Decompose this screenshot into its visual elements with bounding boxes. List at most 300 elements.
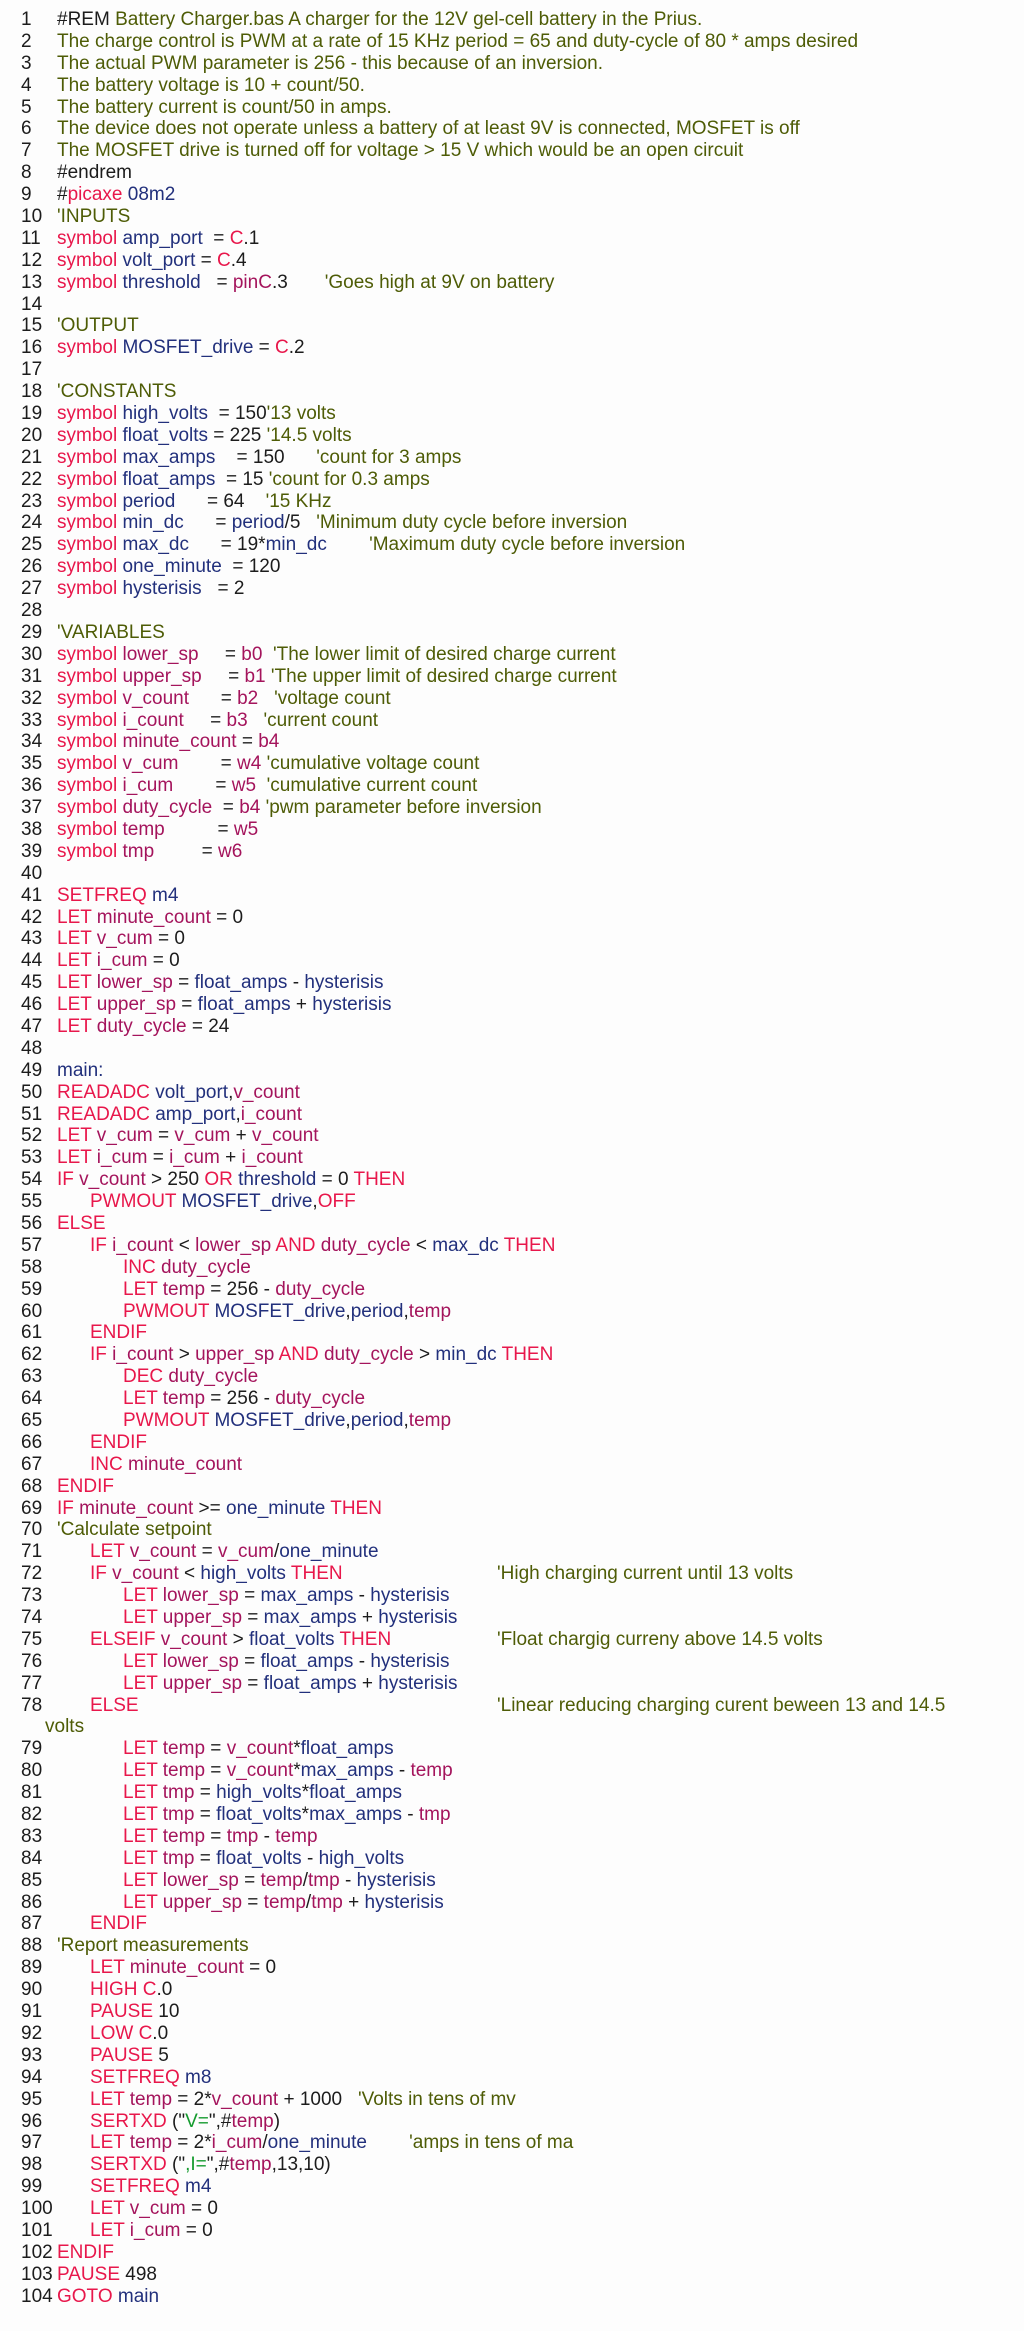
code-text: LET v_cum = 0 [90, 2198, 218, 2220]
code-line [0, 1541, 1024, 1563]
code-text: SERTXD ("V=",#temp) [90, 2110, 281, 2132]
code-text: The MOSFET drive is turned off for voltage > 15 V which would be an open circuit [57, 140, 744, 162]
code-line [0, 556, 1024, 578]
code-text: 'OUTPUT [57, 315, 139, 337]
line-number: 37 [21, 797, 43, 819]
code-line [0, 2154, 1024, 2176]
code-text: LET i_cum = i_cum + i_count [57, 1147, 303, 1169]
line-number: 87 [21, 1913, 43, 1935]
code-line [0, 1257, 1024, 1279]
line-number: 47 [21, 1015, 43, 1037]
code-text: LET upper_sp = max_amps + hysterisis [123, 1607, 458, 1629]
code-line [0, 1716, 1024, 1738]
code-text: symbol amp_port = C.1 [57, 227, 260, 249]
code-line [0, 863, 1024, 885]
code-line [0, 1957, 1024, 1979]
line-number: 86 [21, 1891, 43, 1913]
code-text: The actual PWM parameter is 256 - this because of an inversion. [57, 52, 603, 74]
line-number: 21 [21, 446, 43, 468]
code-text: ENDIF [57, 1475, 114, 1497]
line-number: 104 [21, 2285, 53, 2307]
code-line [0, 2023, 1024, 2045]
code-line [0, 1169, 1024, 1191]
code-text [57, 359, 1024, 381]
code-line [0, 1585, 1024, 1607]
code-line [0, 1519, 1024, 1541]
code-text: LET minute_count = 0 [90, 1957, 277, 1979]
code-line [0, 2264, 1024, 2286]
code-line [0, 666, 1024, 688]
code-line [0, 1563, 1024, 1585]
code-text: LOW C.0 [90, 2022, 169, 2044]
code-line [0, 250, 1024, 272]
line-number: 103 [21, 2263, 53, 2285]
code-text [57, 600, 1024, 622]
line-number: 68 [21, 1475, 43, 1497]
code-text: symbol float_volts = 225 '14.5 volts [57, 424, 352, 446]
code-text: symbol upper_sp = b1 'The upper limit of desired charge current [57, 665, 617, 687]
code-line [0, 491, 1024, 513]
code-line [0, 1125, 1024, 1147]
line-number: 94 [21, 2066, 43, 2088]
line-number: 31 [21, 665, 43, 687]
line-number: 40 [21, 862, 43, 884]
code-line [0, 1892, 1024, 1914]
line-number: 89 [21, 1957, 43, 1979]
line-number: 18 [21, 381, 43, 403]
code-line [0, 710, 1024, 732]
code-text [57, 294, 1024, 316]
line-number: 36 [21, 775, 43, 797]
code-text: The battery voltage is 10 + count/50. [57, 74, 365, 96]
line-number: 30 [21, 643, 43, 665]
line-number: 33 [21, 709, 43, 731]
code-text: LET v_count = v_cum/one_minute [90, 1541, 379, 1563]
line-number: 64 [21, 1388, 43, 1410]
line-number: 7 [21, 140, 32, 162]
code-text: symbol min_dc = period/5 'Minimum duty cycle before inversion [57, 512, 628, 534]
code-line [0, 337, 1024, 359]
code-text: 'CONSTANTS [57, 381, 177, 403]
code-text: LET v_cum = v_cum + v_count [57, 1125, 319, 1147]
code-line [0, 1979, 1024, 2001]
code-text: The charge control is PWM at a rate of 15 KHz period = 65 and duty-cycle of 80 * amps desired [57, 30, 859, 52]
code-line [0, 819, 1024, 841]
line-number: 56 [21, 1212, 43, 1234]
code-line [0, 2111, 1024, 2133]
code-text: 'Calculate setpoint [57, 1519, 212, 1541]
code-text: LET temp = 256 - duty_cycle [123, 1278, 366, 1300]
code-text [57, 863, 1024, 885]
code-line [0, 753, 1024, 775]
line-number: 75 [21, 1628, 43, 1650]
line-number: 81 [21, 1782, 43, 1804]
line-number: 42 [21, 906, 43, 928]
code-text: symbol i_count = b3 'current count [57, 709, 379, 731]
line-number: 24 [21, 512, 43, 534]
code-text: LET tmp = float_volts*max_amps - tmp [123, 1804, 451, 1826]
code-line [0, 1060, 1024, 1082]
code-line [0, 1782, 1024, 1804]
code-line [0, 2089, 1024, 2111]
line-number: 51 [21, 1103, 43, 1125]
line-number: 27 [21, 578, 43, 600]
code-line [0, 1082, 1024, 1104]
code-text: LET v_cum = 0 [57, 928, 185, 950]
code-text: symbol duty_cycle = b4 'pwm parameter before inversion [57, 797, 542, 819]
code-text: 'VARIABLES [57, 621, 165, 643]
line-number: 62 [21, 1344, 43, 1366]
code-text: symbol lower_sp = b0 'The lower limit of desired charge current [57, 643, 616, 665]
code-text: LET temp = 2*v_count + 1000 'Volts in tens of mv [90, 2088, 516, 2110]
line-number: 100 [21, 2198, 53, 2220]
line-number: 46 [21, 994, 43, 1016]
code-line [0, 994, 1024, 1016]
code-text: SERTXD (",I=",#temp,13,10) [90, 2154, 331, 2176]
code-text: symbol tmp = w6 [57, 840, 243, 862]
line-number: 69 [21, 1497, 43, 1519]
code-line [0, 1498, 1024, 1520]
code-line [0, 2286, 1024, 2308]
line-number: 26 [21, 556, 43, 578]
line-number: 88 [21, 1935, 43, 1957]
code-text: LET temp = 256 - duty_cycle [123, 1388, 366, 1410]
line-number: 82 [21, 1804, 43, 1826]
code-line [0, 403, 1024, 425]
code-text: ENDIF [57, 2241, 114, 2263]
code-line [0, 1607, 1024, 1629]
code-line [0, 469, 1024, 491]
code-line [0, 1388, 1024, 1410]
code-line [0, 294, 1024, 316]
code-text: LET upper_sp = temp/tmp + hysterisis [123, 1891, 444, 1913]
side-comment: 'High charging current until 13 volts [497, 1563, 794, 1585]
line-number: 61 [21, 1322, 43, 1344]
code-text: ENDIF [90, 1913, 147, 1935]
code-line [0, 1738, 1024, 1760]
code-line [0, 1673, 1024, 1695]
code-text: DEC duty_cycle [123, 1366, 259, 1388]
code-line [0, 184, 1024, 206]
code-text: symbol v_cum = w4 'cumulative voltage count [57, 753, 480, 775]
line-number: 55 [21, 1191, 43, 1213]
line-number: 58 [21, 1256, 43, 1278]
code-text: ELSE [57, 1212, 106, 1234]
code-line [0, 1322, 1024, 1344]
code-text: LET duty_cycle = 24 [57, 1015, 230, 1037]
code-text: SETFREQ m4 [57, 884, 179, 906]
line-number: 19 [21, 403, 43, 425]
line-number: 83 [21, 1825, 43, 1847]
code-text: symbol max_dc = 19*min_dc 'Maximum duty cycle before inversion [57, 534, 686, 556]
line-number: 80 [21, 1760, 43, 1782]
code-line [0, 447, 1024, 469]
line-number: 72 [21, 1563, 43, 1585]
code-text: symbol temp = w5 [57, 818, 259, 840]
line-number: 41 [21, 884, 43, 906]
code-text: HIGH C.0 [90, 1979, 173, 2001]
line-number: 85 [21, 1869, 43, 1891]
code-text: ELSE 'Linear reducing charging curent beween 13 and 14.5 [90, 1694, 946, 1716]
code-line [0, 1476, 1024, 1498]
code-text: The device does not operate unless a battery of at least 9V is connected, MOSFET is off [57, 118, 800, 140]
code-text: LET tmp = float_volts - high_volts [123, 1847, 405, 1869]
code-text: LET i_cum = 0 [90, 2219, 213, 2241]
line-number: 50 [21, 1081, 43, 1103]
line-number: 14 [21, 293, 43, 315]
line-number: 32 [21, 687, 43, 709]
line-number: 78 [21, 1694, 43, 1716]
line-number: 38 [21, 818, 43, 840]
code-text: symbol MOSFET_drive = C.2 [57, 337, 305, 359]
line-number: 11 [21, 227, 41, 249]
code-line [0, 797, 1024, 819]
code-text: LET temp = v_count*float_amps [123, 1738, 394, 1760]
code-text [57, 1038, 1024, 1060]
code-line [0, 534, 1024, 556]
code-text: READADC volt_port,v_count [57, 1081, 300, 1103]
code-line [0, 359, 1024, 381]
code-text: LET minute_count = 0 [57, 906, 244, 928]
code-text: symbol v_count = b2 'voltage count [57, 687, 391, 709]
code-text: IF v_count < high_volts THEN 'High charging current until 13 volts [90, 1563, 794, 1585]
code-line [0, 600, 1024, 622]
line-number: 60 [21, 1300, 43, 1322]
code-text: LET temp = 2*i_cum/one_minute 'amps in tens of ma [90, 2132, 574, 2154]
code-text: READADC amp_port,i_count [57, 1103, 303, 1125]
code-text: GOTO main [57, 2285, 160, 2307]
code-line [0, 1432, 1024, 1454]
code-text: PWMOUT MOSFET_drive,period,temp [123, 1410, 452, 1431]
line-number: 22 [21, 468, 43, 490]
code-line [0, 2132, 1024, 2154]
code-line [0, 1826, 1024, 1848]
line-number: 59 [21, 1278, 43, 1300]
line-number: 101 [21, 2219, 53, 2241]
code-line [0, 1454, 1024, 1476]
code-text: PWMOUT MOSFET_drive,period,temp [123, 1300, 452, 1322]
code-line [0, 1870, 1024, 1892]
code-text: PAUSE 498 [57, 2263, 157, 2285]
line-number: 44 [21, 950, 43, 972]
code-text: #picaxe 08m2 [57, 184, 176, 206]
code-text: LET i_cum = 0 [57, 950, 180, 972]
code-text: ENDIF [90, 1431, 147, 1453]
code-line [0, 118, 1024, 140]
line-number: 49 [21, 1059, 43, 1081]
code-text: symbol max_amps = 150 'count for 3 amps [57, 446, 462, 468]
code-line [0, 2176, 1024, 2198]
code-line [0, 1016, 1024, 1038]
code-text: LET lower_sp = max_amps - hysterisis [123, 1585, 450, 1607]
code-line [0, 950, 1024, 972]
line-number: 34 [21, 731, 43, 753]
line-number: 17 [21, 359, 43, 381]
code-text: LET lower_sp = float_amps - hysterisis [57, 972, 384, 994]
code-line [0, 2220, 1024, 2242]
line-number: 77 [21, 1672, 43, 1694]
code-text: LET upper_sp = float_amps + hysterisis [123, 1672, 458, 1694]
code-text: The battery current is count/50 in amps. [57, 96, 392, 118]
code-line [0, 731, 1024, 753]
code-line [0, 1235, 1024, 1257]
code-text: symbol threshold = pinC.3 'Goes high at 9V on battery [57, 271, 555, 293]
code-text: symbol period = 64 '15 KHz [57, 490, 332, 512]
line-number: 92 [21, 2022, 43, 2044]
line-number: 84 [21, 1847, 43, 1869]
code-text: 'INPUTS [57, 206, 131, 228]
code-line [0, 381, 1024, 403]
code-line [0, 2242, 1024, 2264]
code-text: IF i_count < lower_sp AND duty_cycle < max_dc THEN [90, 1234, 556, 1256]
code-text: symbol i_cum = w5 'cumulative current count [57, 775, 478, 797]
code-line [0, 1279, 1024, 1301]
line-number: 6 [21, 118, 32, 140]
line-number: 76 [21, 1650, 43, 1672]
code-line [0, 1366, 1024, 1388]
line-number: 63 [21, 1366, 43, 1388]
line-number: 79 [21, 1738, 43, 1760]
code-text: SETFREQ m4 [90, 2176, 212, 2198]
code-line [0, 1651, 1024, 1673]
code-text: symbol high_volts = 150'13 volts [57, 403, 336, 425]
code-text: #REM Battery Charger.bas A charger for the 12V gel-cell battery in the Prius. [57, 9, 703, 30]
code-line [0, 31, 1024, 53]
code-line [0, 1191, 1024, 1213]
code-text: IF v_count > 250 OR threshold = 0 THEN [57, 1169, 406, 1191]
code-text: INC duty_cycle [123, 1256, 251, 1278]
line-number: 97 [21, 2132, 43, 2154]
line-number: 91 [21, 2001, 43, 2023]
code-line [0, 775, 1024, 797]
code-line [0, 425, 1024, 447]
line-number: 28 [21, 600, 43, 622]
line-number: 15 [21, 315, 43, 337]
code-line [0, 644, 1024, 666]
line-number: 90 [21, 1979, 43, 2001]
code-line [0, 688, 1024, 710]
line-number: 67 [21, 1453, 43, 1475]
code-line [0, 1104, 1024, 1126]
code-text: symbol float_amps = 15 'count for 0.3 amps [57, 468, 430, 490]
code-text: INC minute_count [90, 1453, 243, 1475]
code-line [0, 1935, 1024, 1957]
line-number: 53 [21, 1147, 43, 1169]
side-comment: 'Float chargig curreny above 14.5 volts [497, 1628, 823, 1650]
line-number: 2 [21, 30, 32, 52]
code-line [0, 1695, 1024, 1717]
code-line [0, 140, 1024, 162]
code-line [0, 162, 1024, 184]
code-line [0, 1629, 1024, 1651]
code-line [0, 1147, 1024, 1169]
code-line [0, 972, 1024, 994]
line-number: 35 [21, 753, 43, 775]
code-line [0, 1410, 1024, 1432]
line-number: 65 [21, 1410, 43, 1431]
code-text: PAUSE 5 [90, 2044, 169, 2066]
code-line [0, 272, 1024, 294]
code-line [0, 2198, 1024, 2220]
code-text: PAUSE 10 [90, 2001, 180, 2023]
code-text: symbol hysterisis = 2 [57, 578, 245, 600]
code-line [0, 1213, 1024, 1235]
code-line [0, 578, 1024, 600]
line-number: 73 [21, 1585, 43, 1607]
line-number: 71 [21, 1541, 43, 1563]
line-number: 16 [21, 337, 43, 359]
line-number: 5 [21, 96, 32, 118]
code-text: LET upper_sp = float_amps + hysterisis [57, 994, 392, 1016]
line-number: 102 [21, 2241, 53, 2263]
code-line [0, 907, 1024, 929]
line-number: 39 [21, 840, 43, 862]
code-line [0, 2001, 1024, 2023]
line-number: 95 [21, 2088, 43, 2110]
code-line [0, 228, 1024, 250]
code-line [0, 512, 1024, 534]
line-number: 70 [21, 1519, 43, 1541]
code-line [0, 206, 1024, 228]
line-number: 12 [21, 249, 43, 271]
code-text: ENDIF [90, 1322, 147, 1344]
line-number: 8 [21, 162, 32, 184]
code-text: LET tmp = high_volts*float_amps [123, 1782, 403, 1804]
code-line [0, 97, 1024, 119]
code-line [0, 9, 1024, 31]
line-number: 10 [21, 206, 43, 228]
code-text: #endrem [57, 162, 132, 184]
code-text: IF i_count > upper_sp AND duty_cycle > min_dc THEN [90, 1344, 554, 1366]
code-text: symbol one_minute = 120 [57, 556, 281, 578]
line-number: 4 [21, 74, 32, 96]
code-line [0, 1848, 1024, 1870]
line-number: 93 [21, 2044, 43, 2066]
side-comment: 'Linear reducing charging curent beween 13 and 14.5 [497, 1694, 946, 1716]
code-text: volts [45, 1716, 85, 1738]
code-line [0, 53, 1024, 75]
code-line [0, 1913, 1024, 1935]
code-line [0, 1344, 1024, 1366]
code-line [0, 928, 1024, 950]
code-line [0, 885, 1024, 907]
code-line [0, 1804, 1024, 1826]
line-number: 29 [21, 621, 43, 643]
code-text: SETFREQ m8 [90, 2066, 212, 2088]
code-text: LET temp = tmp - temp [123, 1825, 318, 1847]
line-number: 1 [21, 9, 32, 30]
code-text: LET lower_sp = temp/tmp - hysterisis [123, 1869, 436, 1891]
line-number: 25 [21, 534, 43, 556]
line-number: 98 [21, 2154, 43, 2176]
code-text: ELSEIF v_count > float_volts THEN 'Float chargig curreny above 14.5 volts [90, 1628, 823, 1650]
code-line [0, 315, 1024, 337]
code-text: symbol minute_count = b4 [57, 731, 280, 753]
line-number: 52 [21, 1125, 43, 1147]
code-line [0, 1301, 1024, 1323]
line-number: 74 [21, 1607, 43, 1629]
line-number: 45 [21, 972, 43, 994]
line-number: 13 [21, 271, 43, 293]
line-number: 9 [21, 184, 32, 206]
line-number: 3 [21, 52, 32, 74]
code-line [0, 2067, 1024, 2089]
line-number: 43 [21, 928, 43, 950]
code-text: IF minute_count >= one_minute THEN [57, 1497, 382, 1519]
code-line [0, 1760, 1024, 1782]
line-number: 48 [21, 1037, 43, 1059]
line-number: 20 [21, 424, 43, 446]
